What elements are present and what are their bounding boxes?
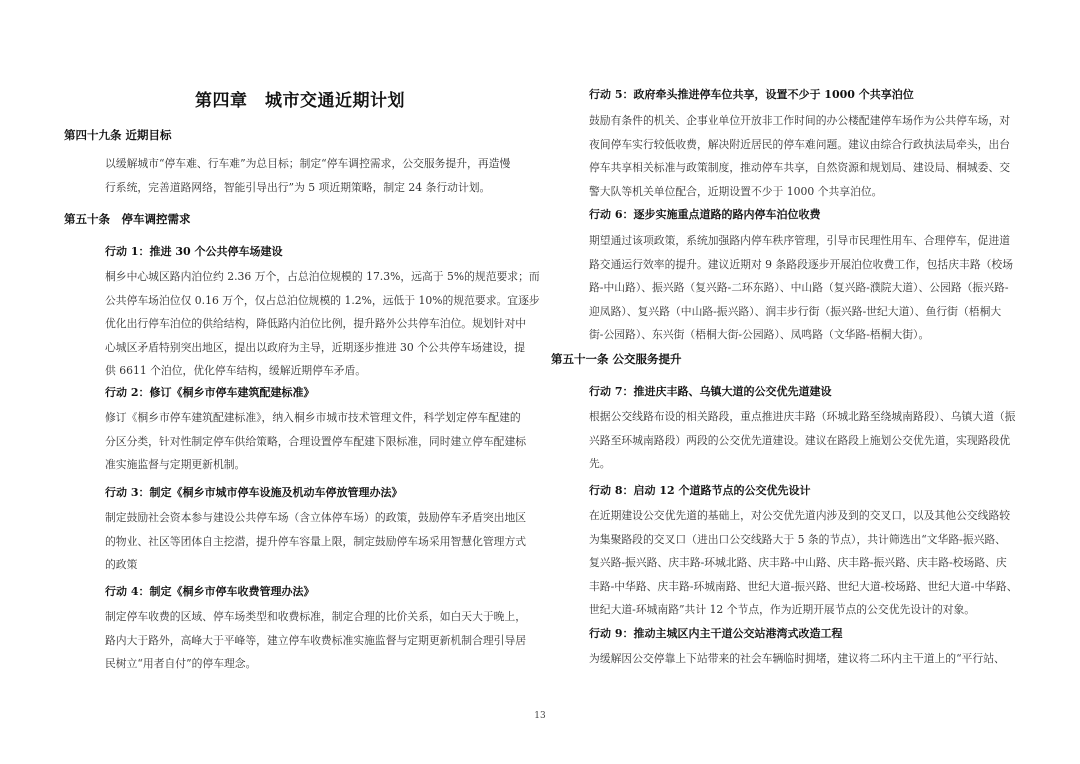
article-50-title: 第五十条 停车调控需求	[64, 212, 191, 226]
paragraph-line: 的物业、社区等团体自主挖潜，提升停车容量上限，制定鼓励停车场采用智慧化管理方式	[105, 534, 527, 548]
paragraph-line: 复兴路-振兴路、庆丰路-环城北路、庆丰路-中山路、庆丰路-振兴路、庆丰路-校场路、庆	[589, 556, 1007, 569]
paragraph-line: 民树立“用者自付”的停车理念。	[105, 657, 257, 670]
paragraph-line: 鼓励有条件的机关、企事业单位开放非工作时间的办公楼配建停车场作为公共停车场，对	[589, 114, 1011, 127]
action-9-title: 行动 9：推动主城区内主干道公交站港湾式改造工程	[589, 627, 843, 640]
chapter-title: 第四章 城市交通近期计划	[195, 91, 405, 111]
article-49-title: 第四十九条 近期目标	[64, 128, 172, 142]
action-3-paragraph	[105, 506, 526, 577]
paragraph-line: 先。	[589, 457, 611, 470]
action-1-title: 行动 1：推进 30 个公共停车场建设	[105, 245, 283, 258]
paragraph-line: 为缓解因公交停靠上下站带来的社会车辆临时拥堵，建议将二环内主干道上的“平行站、	[589, 652, 1005, 665]
action-5-paragraph	[589, 109, 1010, 203]
paragraph-line: 世纪大道-环城南路”共计 12 个节点，作为近期开展节点的公交优先设计的对象。	[589, 603, 976, 616]
action-8-paragraph	[589, 504, 1018, 622]
paragraph-line: 迎凤路）、复兴路（中山路-振兴路）、润丰步行街（振兴路-世纪大道）、鱼行街（梧桐大	[589, 304, 1002, 318]
paragraph-line: 停车共享相关标准与政策制度，推动停车共享，自然资源和规划局、建设局、桐城委、交	[589, 161, 1011, 174]
paragraph-line: 制定鼓励社会资本参与建设公共停车场（含立体停车场）的政策，鼓励停车矛盾突出地区	[105, 511, 527, 524]
paragraph-line: 以缓解城市“停车难、行车难”为总目标；制定“停车调控需求，公交服务提升，再造慢	[105, 157, 511, 170]
paragraph-line: 期望通过该项政策，系统加强路内停车秩序管理，引导市民理性用车、合理停车，促进道	[589, 234, 1011, 247]
action-6-title: 行动 6：逐步实施重点道路的路内停车泊位收费	[589, 208, 821, 221]
action-2-title: 行动 2：修订《桐乡市停车建筑配建标准》	[105, 386, 315, 399]
paragraph-line: 优化出行停车泊位的供给结构，降低路内泊位比例，提升路外公共停车泊位。规划针对中	[105, 317, 527, 330]
paragraph-line: 修订《桐乡市停车建筑配建标准》，纳入桐乡市城市技术管理文件，科学划定停车配建的	[105, 411, 521, 424]
paragraph-line: 路交通运行效率的提升。建议近期对 9 条路段逐步开展泊位收费工作，包括庆丰路（校场	[589, 257, 1014, 271]
paragraph-line: 警大队等机关单位配合，近期设置不少于 1000 个共享泊位。	[589, 184, 883, 198]
action-2-paragraph	[105, 406, 526, 477]
paragraph-line: 在近期建设公交优先道的基础上，对公交优先道内涉及到的交叉口，以及其他公交线路较	[589, 509, 1011, 522]
action-5-title: 行动 5：政府牵头推进停车位共享，设置不少于 1000 个共享泊位	[589, 88, 914, 101]
paragraph-line: 公共停车场泊位仅 0.16 万个，仅占总泊位规模的 1.2%，远低于 10%的规范要求。宜逐步	[105, 293, 540, 307]
action-8-title: 行动 8：启动 12 个道路节点的公交优先设计	[589, 484, 811, 497]
paragraph-line: 供 6611 个泊位，优化停车结构，缓解近期停车矛盾。	[105, 364, 367, 377]
article-51-title: 第五十一条 公交服务提升	[551, 352, 682, 366]
action-4-title: 行动 4：制定《桐乡市停车收费管理办法》	[105, 585, 315, 598]
paragraph-line: 行系统，完善道路网络，智能引导出行”为 5 项近期策略，制定 24 条行动计划。	[105, 180, 491, 194]
paragraph-line: 的政策	[105, 558, 138, 571]
paragraph-line: 为集聚路段的交叉口（进出口公交线路大于 5 条的节点），共计筛选出“文华路-振兴路、	[589, 532, 1006, 546]
paragraph-line: 根据公交线路布设的相关路段，重点推进庆丰路（环城北路至绕城南路段）、乌镇大道（振	[589, 410, 1016, 423]
action-7-paragraph	[589, 405, 1015, 476]
action-6-paragraph	[589, 229, 1013, 347]
action-7-title: 行动 7：推进庆丰路、乌镇大道的公交优先道建设	[589, 385, 832, 398]
page-number: 13	[534, 711, 546, 721]
paragraph-line: 分区分类，针对性制定停车供给策略，合理设置停车配建下限标准，同时建立停车配建标	[105, 434, 527, 448]
paragraph-line: 街-公园路）、东兴街（梧桐大街-公园路）、凤鸣路（文华路-梧桐大街）。	[589, 328, 930, 341]
paragraph-line: 准实施监督与定期更新机制。	[105, 458, 246, 471]
paragraph-line: 丰路-中华路、庆丰路-环城南路、世纪大道-振兴路、世纪大道-校场路、世纪大道-中华路、	[589, 579, 1018, 593]
paragraph-line: 路内大于路外，高峰大于平峰等，建立停车收费标准实施监督与定期更新机制合理引导居	[105, 633, 527, 647]
action-4-paragraph	[105, 605, 526, 676]
paragraph-line: 桐乡中心城区路内泊位约 2.36 万个，占总泊位规模的 17.3%，远高于 5%的规范要求；而	[105, 270, 540, 283]
action-9-paragraph	[589, 647, 1005, 671]
paragraph-line: 夜间停车实行较低收费，解决附近居民的停车难问题。建议由综合行政执法局牵头，出台	[589, 137, 1011, 151]
paragraph-line: 心城区矛盾特别突出地区，提出以政府为主导，近期逐步推进 30 个公共停车场建设，提	[105, 340, 526, 354]
paragraph-line: 兴路至环城南路段）两段的公交优先道建设。建议在路段上施划公交优先道，实现路段优	[589, 433, 1011, 447]
article-49-paragraph	[105, 152, 510, 199]
paragraph-line: 制定停车收费的区域、停车场类型和收费标准，制定合理的比价关系，如白天大于晚上，	[105, 610, 527, 623]
action-1-paragraph	[105, 265, 540, 383]
action-3-title: 行动 3：制定《桐乡市城市停车设施及机动车停放管理办法》	[105, 486, 403, 499]
paragraph-line: 路-中山路）、振兴路（复兴路-二环东路）、中山路（复兴路-濮院大道）、公园路（振兴路-	[589, 281, 1009, 294]
